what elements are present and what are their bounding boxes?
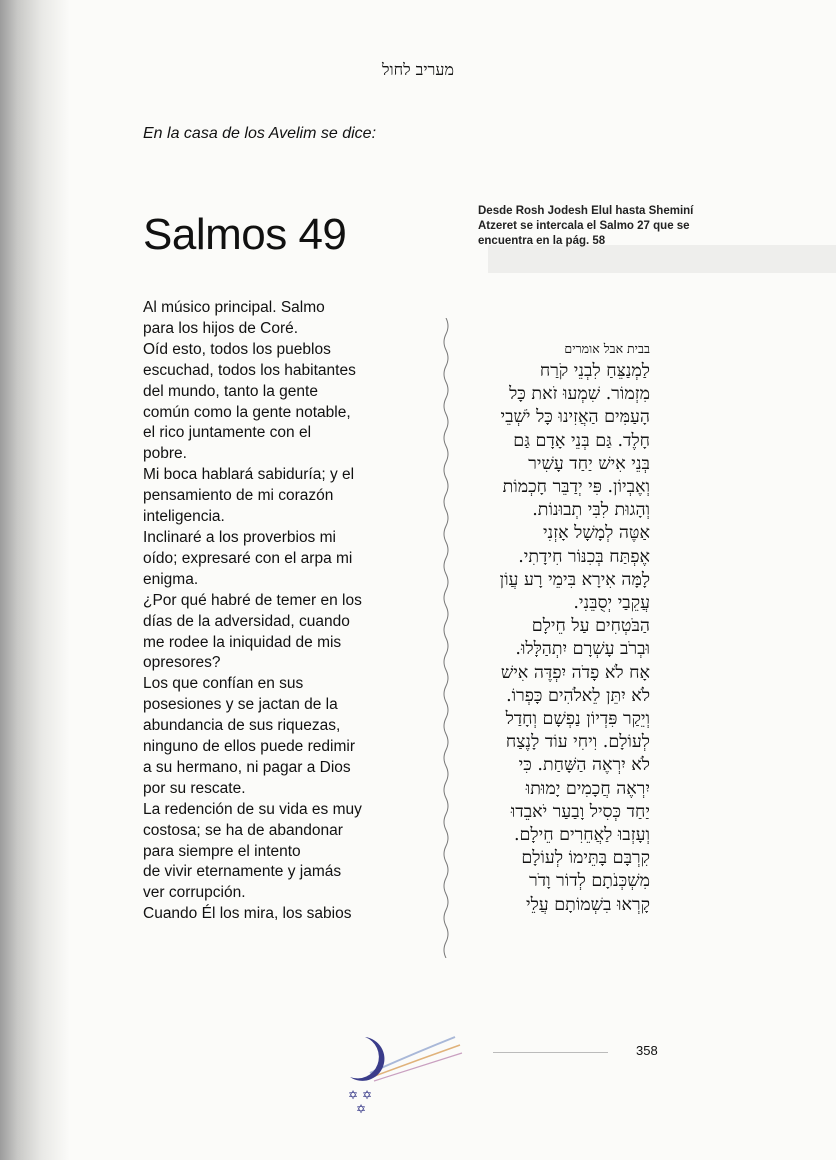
hebrew-line: בְּנֵי אִישׁ יַחַד עָשִׁיר (528, 453, 650, 474)
spanish-line: Al músico principal. Salmo (143, 299, 325, 316)
spanish-line: días de la adversidad, cuando (143, 612, 350, 630)
hebrew-text (450, 340, 650, 917)
spanish-line: oído; expresaré con el arpa mi (143, 549, 353, 567)
hebrew-intro: בבית אבל אומרים (564, 341, 650, 356)
psalm-title: Salmos 49 (143, 210, 347, 259)
page-header-hebrew: מעריב לחול (382, 60, 454, 79)
spanish-line: para los hijos de Coré. (143, 319, 299, 337)
hebrew-line: מִזְמוֹר. שִׁמְעוּ זֹאת כָּל (509, 384, 650, 405)
spanish-line: por su rescate. (143, 779, 246, 797)
hebrew-line: וּבְרֹב עָשְׁרָם יִתְהַלָּלוּ. (515, 639, 650, 660)
hebrew-line: קִרְבָּם בָּתֵּימוֹ לְעוֹלָם (521, 848, 650, 869)
spanish-line: ver corrupción. (143, 884, 246, 902)
hebrew-line: וְיֵקַר פִּדְיוֹן נַפְשָׁם וְחָדַל (505, 709, 650, 730)
hebrew-line: לַמְנַצֵּחַ לִבְנֵי קֹרַח (539, 361, 650, 381)
spanish-line: La redención de su vida es muy (143, 800, 362, 818)
hebrew-line: קָרְאוּ בִשְׁמוֹתָם עֲלֵי (525, 894, 650, 915)
spanish-line: inteligencia. (143, 508, 225, 526)
spanish-line: Mi boca hablará sabiduría; y el (143, 466, 355, 484)
spanish-line: a su hermano, ni pagar a Dios (143, 758, 351, 776)
hebrew-line: עֲקֵבַי יְסֻבֵּנִי. (573, 593, 650, 614)
hebrew-line: לָמָּה אִירָא בִּימֵי רָע עֲוֹן (499, 569, 650, 590)
binding-shadow (0, 0, 70, 1160)
hebrew-line: הַבֹּטְחִים עַל חֵילָם (531, 616, 650, 637)
spanish-line: escuchad, todos los habitantes (143, 361, 356, 379)
hebrew-line: לְעוֹלָם. וִיחִי עוֹד לָנֶצַח (505, 732, 650, 753)
hebrew-line: מִשְׁכְּנֹתָם לְדוֹר וָדֹר (529, 871, 650, 892)
hebrew-line: וְהָגוּת לִבִּי תְבוּנוֹת. (532, 500, 650, 521)
show-through-bleed (150, 150, 163, 208)
spanish-line: Los que confían en sus (143, 675, 304, 693)
hebrew-line: יִרְאֶה חֲכָמִים יָמוּתוּ (525, 778, 650, 799)
spanish-line: ninguno de ellos puede redimir (143, 738, 355, 756)
spanish-line: del mundo, tanto la gente (143, 382, 318, 400)
spanish-line: costosa; se ha de abandonar (143, 821, 343, 839)
spanish-line: pensamiento de mi corazón (143, 487, 334, 505)
hebrew-line: לֹא יִתֵּן לֵאלֹהִים כָּפְרוֹ. (506, 685, 650, 706)
moon-stars-logo (330, 1025, 480, 1125)
spanish-line: de vivir eternamente y jamás (143, 863, 342, 881)
hebrew-line: אֶפְתַּח בְּכִנּוֹר חִידָתִי. (518, 546, 650, 567)
hebrew-line: וְאֶבְיוֹן. פִּי יְדַבֵּר חָכְמוֹת (502, 477, 650, 498)
hebrew-line: חָלֶד. גַּם בְּנֵי אָדָם גַּם (513, 430, 650, 451)
spanish-line: el rico juntamente con el (143, 424, 312, 442)
calendar-note: Desde Rosh Jodesh Elul hasta Sheminí Atzeret se intercala el Salmo 27 que se encuentra en la pág. 58 (478, 205, 694, 247)
intro-instruction: En la casa de los Avelim se dice: (143, 125, 377, 142)
svg-text:✡: ✡ (362, 1088, 373, 1102)
hebrew-line: אַטֶּה לְמָשָׁל אָזְנִי (542, 523, 650, 544)
spanish-text (143, 298, 398, 925)
spanish-line: abundancia de sus riquezas, (143, 717, 341, 735)
hebrew-line: לֹא יִרְאֶה הַשָּׁחַת. כִּי (518, 755, 650, 776)
spanish-line: para siempre el intento (143, 842, 301, 860)
svg-text:✡: ✡ (348, 1088, 359, 1102)
page-number: 358 (636, 1043, 658, 1058)
spanish-line: Oíd esto, todos los pueblos (143, 340, 331, 358)
spanish-line: ¿Por qué habré de temer en los (143, 591, 362, 609)
hebrew-line: וְעָזְבוּ לַאֲחֵרִים חֵילָם. (513, 825, 650, 846)
spanish-line: me rodee la iniquidad de mis (143, 633, 342, 651)
spanish-line: opresores? (143, 654, 221, 672)
svg-text:✡: ✡ (356, 1102, 367, 1116)
hebrew-line: הָעַמִּים הַאֲזִינוּ כָּל יֹשְׁבֵי (500, 407, 650, 428)
hebrew-line: יַחַד כְּסִיל וָבַעַר יֹאבֵדוּ (510, 801, 650, 822)
show-through-band (488, 245, 836, 273)
spanish-line: Inclinaré a los proverbios mi (143, 528, 336, 546)
footer-rule (493, 1052, 608, 1053)
spanish-line: común como la gente notable, (143, 403, 351, 421)
spanish-line: pobre. (143, 445, 187, 463)
spanish-line: enigma. (143, 570, 199, 588)
spanish-line: posesiones y se jactan de la (143, 696, 338, 714)
hebrew-line: אָח לֹא פָדֹה יִפְדֶּה אִישׁ (500, 662, 650, 683)
spanish-line: Cuando Él los mira, los sabios (143, 905, 352, 923)
